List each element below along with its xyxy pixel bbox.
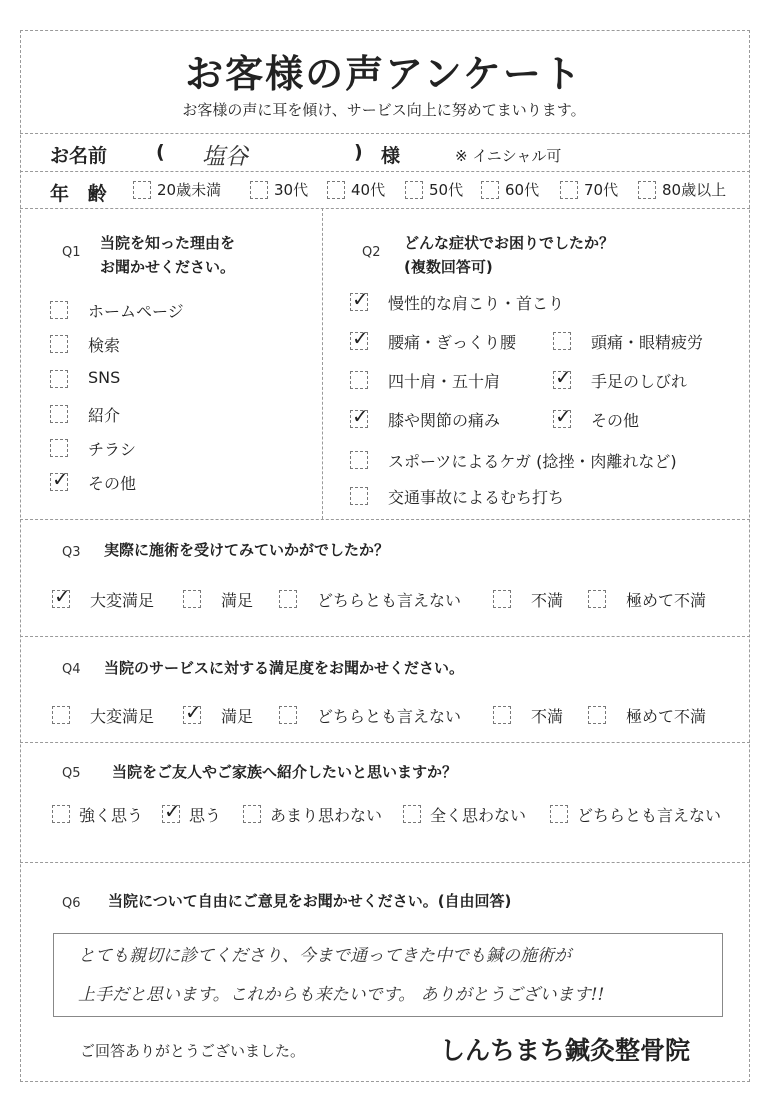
q5-option-label-4: どちらとも言えない xyxy=(577,806,722,825)
q5-option-label-3: 全く思わない xyxy=(430,806,527,825)
q2-option-label-1: 腰痛・ぎっくり腰 xyxy=(388,333,517,352)
q2-checkbox-3[interactable] xyxy=(350,371,368,389)
age-option-label-1: 30代 xyxy=(274,181,309,199)
divider xyxy=(20,636,750,637)
q2-text-line2: (複数回答可) xyxy=(404,258,493,276)
q3-number: Q3 xyxy=(62,545,81,560)
age-option-label-0: 20歳未満 xyxy=(157,181,222,199)
q4-checkbox-1[interactable] xyxy=(183,700,202,724)
q4-number: Q4 xyxy=(62,662,81,677)
q5-option-label-0: 強く思う xyxy=(79,806,144,825)
page-subtitle: お客様の声に耳を傾け、サービス向上に努めてまいります。 xyxy=(182,101,586,119)
q2-option-label-7: スポーツによるケガ (捻挫・肉離れなど) xyxy=(388,452,677,471)
q2-option-label-6: その他 xyxy=(591,411,640,430)
q2-checkbox-0[interactable] xyxy=(350,287,369,311)
q1-checkbox-4[interactable] xyxy=(50,439,68,457)
q5-option-label-1: 思う xyxy=(189,806,222,825)
check-mark-icon: ✓ xyxy=(555,365,572,389)
q2-checkbox-5[interactable] xyxy=(350,404,369,428)
q1-checkbox-3[interactable] xyxy=(50,405,68,423)
q1-checkbox-1[interactable] xyxy=(50,335,68,353)
q4-option-label-4: 極めて不満 xyxy=(626,707,707,726)
q1-text-line1: 当院を知った理由を xyxy=(100,234,236,252)
age-option-label-2: 40代 xyxy=(351,181,386,199)
q4-checkbox-4[interactable] xyxy=(588,706,606,724)
q4-checkbox-3[interactable] xyxy=(493,706,511,724)
q1-option-label-2: SNS xyxy=(88,368,121,387)
divider xyxy=(20,862,750,863)
q1-option-label-5: その他 xyxy=(88,474,137,493)
q5-text: 当院をご友人やご家族へ紹介したいと思いますか？ xyxy=(112,763,458,781)
q2-option-label-8: 交通事故によるむち打ち xyxy=(388,488,565,507)
divider xyxy=(20,519,750,520)
q3-checkbox-0[interactable] xyxy=(52,584,71,608)
check-mark-icon: ✓ xyxy=(555,404,572,428)
q3-option-label-1: 満足 xyxy=(221,591,254,610)
q4-option-label-3: 不満 xyxy=(531,707,564,726)
q5-checkbox-0[interactable] xyxy=(52,805,70,823)
q4-checkbox-2[interactable] xyxy=(279,706,297,724)
q1-number: Q1 xyxy=(62,245,81,260)
q6-number: Q6 xyxy=(62,896,81,911)
honorific: 様 xyxy=(381,145,401,167)
q3-option-label-2: どちらとも言えない xyxy=(317,591,462,610)
q3-checkbox-2[interactable] xyxy=(279,590,297,608)
q1-text-line2: お聞かせください。 xyxy=(100,258,236,276)
clinic-name: しんちまち鍼灸整骨院 xyxy=(440,1036,691,1065)
q1-option-label-0: ホームページ xyxy=(88,302,184,321)
check-mark-icon: ✓ xyxy=(54,584,71,608)
q4-text: 当院のサービスに対する満足度をお聞かせください。 xyxy=(104,659,465,677)
age-checkbox-1[interactable] xyxy=(250,181,268,199)
q2-checkbox-1[interactable] xyxy=(350,326,369,350)
check-mark-icon: ✓ xyxy=(164,799,181,823)
name-label: お名前 xyxy=(50,145,108,167)
name-field[interactable]: 塩谷 xyxy=(202,144,248,170)
age-label: 年 齢 xyxy=(50,183,113,205)
divider xyxy=(322,208,323,519)
check-mark-icon: ✓ xyxy=(185,700,202,724)
q3-option-label-3: 不満 xyxy=(531,591,564,610)
q4-option-label-0: 大変満足 xyxy=(90,707,155,726)
q5-checkbox-2[interactable] xyxy=(243,805,261,823)
q2-option-label-0: 慢性的な肩こり・首こり xyxy=(388,294,565,313)
q5-checkbox-4[interactable] xyxy=(550,805,568,823)
divider xyxy=(20,171,750,172)
q2-option-label-5: 膝や関節の痛み xyxy=(388,411,501,430)
age-checkbox-6[interactable] xyxy=(638,181,656,199)
initial-note: ※ イニシャル可 xyxy=(455,147,562,165)
q1-option-label-3: 紹介 xyxy=(88,406,121,425)
name-close-paren: ) xyxy=(354,141,363,163)
age-option-label-5: 70代 xyxy=(584,181,619,199)
q4-checkbox-0[interactable] xyxy=(52,706,70,724)
q6-text: 当院について自由にご意見をお聞かせください。(自由回答) xyxy=(108,892,512,910)
q3-checkbox-1[interactable] xyxy=(183,590,201,608)
check-mark-icon: ✓ xyxy=(52,467,69,491)
age-option-label-4: 60代 xyxy=(505,181,540,199)
age-option-label-6: 80歳以上 xyxy=(662,181,727,199)
q2-option-label-3: 四十肩・五十肩 xyxy=(388,372,501,391)
q1-checkbox-2[interactable] xyxy=(50,370,68,388)
age-checkbox-4[interactable] xyxy=(481,181,499,199)
age-checkbox-0[interactable] xyxy=(133,181,151,199)
q3-checkbox-4[interactable] xyxy=(588,590,606,608)
q2-checkbox-8[interactable] xyxy=(350,487,368,505)
q2-option-label-2: 頭痛・眼精疲労 xyxy=(591,333,704,352)
q3-option-label-0: 大変満足 xyxy=(90,591,155,610)
q3-text: 実際に施術を受けてみていかがでしたか？ xyxy=(104,541,390,559)
age-checkbox-2[interactable] xyxy=(327,181,345,199)
q5-checkbox-3[interactable] xyxy=(403,805,421,823)
age-checkbox-5[interactable] xyxy=(560,181,578,199)
comment-line-2: 上手だと思います。これからも来たいです。 ありがとうございます!! xyxy=(78,985,605,1005)
q2-checkbox-6[interactable] xyxy=(553,404,572,428)
age-option-label-3: 50代 xyxy=(429,181,464,199)
divider xyxy=(20,208,750,209)
q4-option-label-1: 満足 xyxy=(221,707,254,726)
q3-option-label-4: 極めて不満 xyxy=(626,591,707,610)
q2-checkbox-7[interactable] xyxy=(350,451,368,469)
q5-option-label-2: あまり思わない xyxy=(270,806,383,825)
divider xyxy=(20,742,750,743)
q5-checkbox-1[interactable] xyxy=(162,799,181,823)
q1-checkbox-0[interactable] xyxy=(50,301,68,319)
q1-checkbox-5[interactable] xyxy=(50,467,69,491)
q2-text-line1: どんな症状でお困りでしたか？ xyxy=(404,234,615,252)
thanks-text: ご回答ありがとうございました。 xyxy=(80,1042,306,1060)
comment-line-1: とても親切に診てくださり、今まで通ってきた中でも鍼の施術が xyxy=(78,946,571,966)
q1-option-label-1: 検索 xyxy=(88,336,121,355)
q5-number: Q5 xyxy=(62,766,81,781)
divider xyxy=(20,133,750,134)
check-mark-icon: ✓ xyxy=(352,287,369,311)
q2-number: Q2 xyxy=(362,245,381,260)
q3-checkbox-3[interactable] xyxy=(493,590,511,608)
check-mark-icon: ✓ xyxy=(352,326,369,350)
name-open-paren: ( xyxy=(156,141,165,163)
q2-checkbox-4[interactable] xyxy=(553,365,572,389)
q2-option-label-4: 手足のしびれ xyxy=(591,372,688,391)
age-checkbox-3[interactable] xyxy=(405,181,423,199)
check-mark-icon: ✓ xyxy=(352,404,369,428)
q1-option-label-4: チラシ xyxy=(88,440,137,459)
q4-option-label-2: どちらとも言えない xyxy=(317,707,462,726)
page-title: お客様の声アンケート xyxy=(185,52,583,96)
q2-checkbox-2[interactable] xyxy=(553,332,571,350)
